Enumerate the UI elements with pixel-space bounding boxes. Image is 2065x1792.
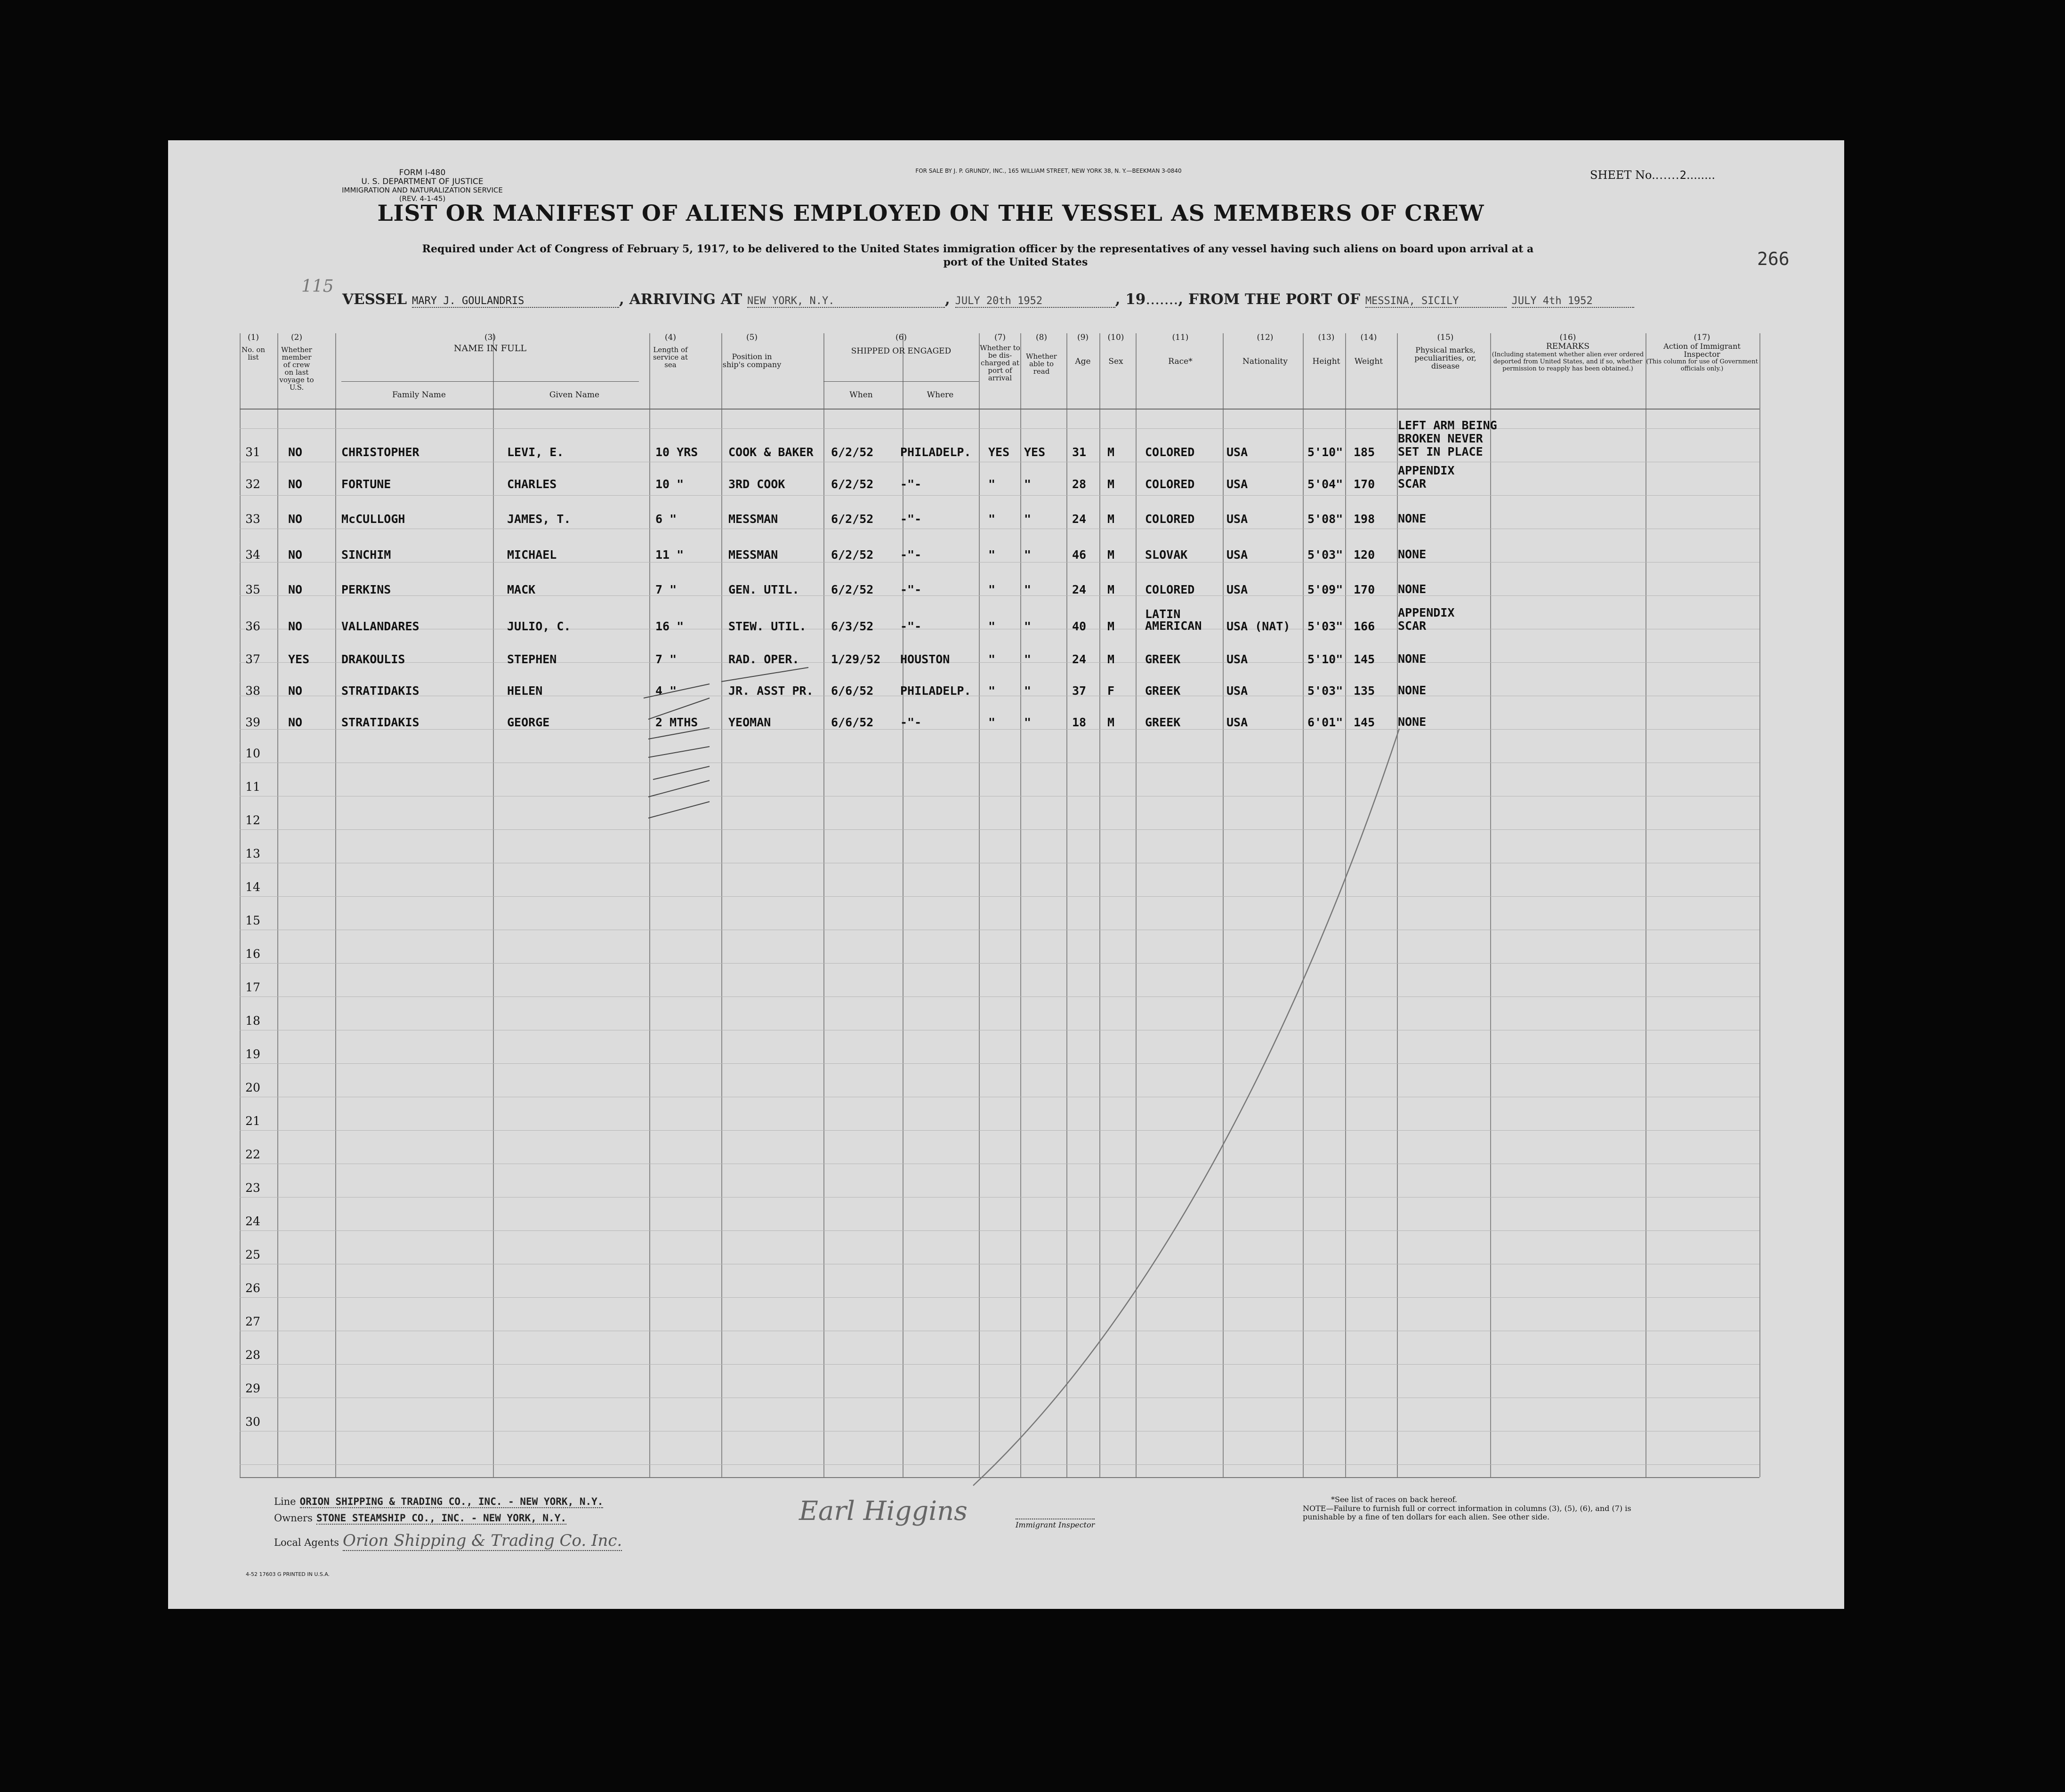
physical-marks: NONE <box>1398 652 1427 666</box>
family-name: SINCHIM <box>341 548 391 562</box>
col-7-label: Whether to be dis-charged at port of arrival <box>980 344 1020 382</box>
height: 5'04" <box>1307 477 1343 491</box>
height: 6'01" <box>1307 715 1343 729</box>
col-11-num: (11) <box>1172 333 1189 342</box>
position: RAD. OPER. <box>728 652 799 666</box>
physical-marks: NONE <box>1398 582 1427 596</box>
col-7-num: (7) <box>994 333 1006 342</box>
race: GREEK <box>1145 715 1181 729</box>
vessel-name: MARY J. GOULANDRIS <box>412 295 619 308</box>
row-number: 31 <box>245 445 260 459</box>
to-be-discharged: " <box>988 619 996 633</box>
col-8-num: (8) <box>1035 333 1048 342</box>
vessel-label: VESSEL <box>342 291 407 308</box>
sex: M <box>1107 652 1115 666</box>
row-number: 23 <box>245 1181 260 1195</box>
position: MESSMAN <box>728 548 778 562</box>
from-label: , FROM THE PORT OF <box>1178 291 1361 308</box>
age: 28 <box>1072 477 1087 491</box>
row-number: 19 <box>245 1047 260 1061</box>
length-of-service: 6 " <box>655 512 677 526</box>
family-name: VALLANDARES <box>341 619 419 633</box>
row-number: 14 <box>245 880 260 894</box>
agents-row <box>274 1531 886 1551</box>
physical-marks: NONE <box>1398 683 1427 697</box>
nationality: USA <box>1226 477 1248 491</box>
col-10-num: (10) <box>1107 333 1124 342</box>
row-number: 36 <box>245 619 260 633</box>
height: 5'03" <box>1307 619 1343 633</box>
able-to-read: " <box>1024 477 1032 491</box>
given-name: LEVI, E. <box>507 445 564 459</box>
length-of-service: 10 " <box>655 477 684 491</box>
to-be-discharged: " <box>988 583 996 596</box>
owners-label: Owners <box>274 1512 313 1524</box>
given-name-header: Given Name <box>549 390 600 400</box>
able-to-read: " <box>1024 548 1032 562</box>
physical-marks: NONE <box>1398 715 1427 729</box>
col-13-label: Height <box>1312 357 1340 366</box>
physical-marks: APPENDIX SCAR <box>1398 464 1455 490</box>
col-16-label: REMARKS <box>1546 342 1590 351</box>
col-12-label: Nationality <box>1242 357 1288 366</box>
agents-label: Local Agents <box>274 1537 339 1548</box>
row-number: 13 <box>245 847 260 860</box>
family-name: McCULLOGH <box>341 512 405 526</box>
row-number: 18 <box>245 1014 260 1028</box>
family-name: STRATIDAKIS <box>341 715 419 729</box>
row-number: 11 <box>245 780 260 794</box>
given-name: MACK <box>507 583 536 596</box>
col-15-num: (15) <box>1437 333 1454 342</box>
from-port: MESSINA, SICILY <box>1365 295 1507 308</box>
col-17-num: (17) <box>1694 333 1710 342</box>
length-of-service: 16 " <box>655 619 684 633</box>
nationality: USA <box>1226 684 1248 698</box>
arrival-date: JULY 20th 1952 <box>955 295 1115 308</box>
row-number: 27 <box>245 1315 260 1328</box>
shipped-when: 6/6/52 <box>831 684 874 698</box>
inspector-signature: Earl Higgins <box>799 1496 968 1527</box>
nationality: USA <box>1226 715 1248 729</box>
shipped-when: 6/2/52 <box>831 548 874 562</box>
sex: M <box>1107 548 1115 562</box>
to-be-discharged: " <box>988 652 996 666</box>
to-be-discharged: " <box>988 548 996 562</box>
height: 5'03" <box>1307 684 1343 698</box>
cancel-stroke <box>168 140 1844 1609</box>
shipped-when: 1/29/52 <box>831 652 881 666</box>
given-name: JAMES, T. <box>507 512 571 526</box>
shipped-where: PHILADELP. <box>900 684 971 698</box>
col-6-num: (6) <box>895 333 907 342</box>
sex: M <box>1107 445 1115 459</box>
length-of-service: 7 " <box>655 652 677 666</box>
to-be-discharged: " <box>988 684 996 698</box>
shipped-when: 6/2/52 <box>831 445 874 459</box>
age: 24 <box>1072 583 1087 596</box>
row-number: 28 <box>245 1348 260 1362</box>
row-number: 32 <box>245 477 260 491</box>
row-number: 12 <box>245 813 260 827</box>
weight: 185 <box>1354 445 1375 459</box>
weight: 145 <box>1354 652 1375 666</box>
race: COLORED <box>1145 477 1195 491</box>
col-4-label: Length of service at sea <box>653 346 688 369</box>
row-number: 37 <box>245 652 260 666</box>
to-be-discharged: " <box>988 512 996 526</box>
row-number: 21 <box>245 1114 260 1128</box>
col-5-label: Position in ship's company <box>722 352 782 369</box>
race: COLORED <box>1145 583 1195 596</box>
shipped-when: 6/2/52 <box>831 583 874 596</box>
col-1-label: No. on list <box>241 346 266 362</box>
col-9-num: (9) <box>1077 333 1089 342</box>
arriving-label: , ARRIVING AT <box>619 291 742 308</box>
given-name: JULIO, C. <box>507 619 571 633</box>
position: 3RD COOK <box>728 477 785 491</box>
col-13-num: (13) <box>1318 333 1335 342</box>
col-3-label: NAME IN FULL <box>453 343 527 354</box>
height: 5'09" <box>1307 583 1343 596</box>
whether-prev-voyage: NO <box>288 548 303 562</box>
printed-line: 4-52 17603 G PRINTED IN U.S.A. <box>246 1571 330 1577</box>
sheet-value: 2 <box>1679 169 1686 182</box>
row-number: 30 <box>245 1415 260 1429</box>
weight: 170 <box>1354 583 1375 596</box>
row-number: 24 <box>245 1214 260 1228</box>
col-12-num: (12) <box>1257 333 1274 342</box>
position: GEN. UTIL. <box>728 583 799 596</box>
position: STEW. UTIL. <box>728 619 807 633</box>
whether-prev-voyage: NO <box>288 512 303 526</box>
margin-mark: 115 <box>301 277 334 296</box>
length-of-service: 11 " <box>655 548 684 562</box>
age: 18 <box>1072 715 1087 729</box>
family-name: STRATIDAKIS <box>341 684 419 698</box>
family-name-header: Family Name <box>392 390 446 400</box>
weight: 166 <box>1354 619 1375 633</box>
age: 46 <box>1072 548 1087 562</box>
weight: 120 <box>1354 548 1375 562</box>
line-value: ORION SHIPPING & TRADING CO., INC. - NEW YORK, N.Y. <box>299 1496 604 1507</box>
line-row <box>274 1496 886 1508</box>
family-name: FORTUNE <box>341 477 391 491</box>
sex: M <box>1107 477 1115 491</box>
remarks-note: (Including statement whether alien ever ordered deported from United States, and if so, whether permission to reapply has been obtained.) <box>1492 351 1644 372</box>
given-name: HELEN <box>507 684 543 698</box>
able-to-read: " <box>1024 583 1032 596</box>
given-name: CHARLES <box>507 477 557 491</box>
vessel-line: VESSEL MARY J. GOULANDRIS , ARRIVING AT NEW YORK, N.Y. , JULY 20th 1952 , 19......., FROM THE PORT OF MESSINA, SICILY JULY 4th 1952 <box>342 291 1849 308</box>
whether-prev-voyage: NO <box>288 619 303 633</box>
row-number: 10 <box>245 747 260 760</box>
race: LATIN AMERICAN <box>1145 607 1202 633</box>
nationality: USA <box>1226 512 1248 526</box>
given-name: GEORGE <box>507 715 550 729</box>
col-17-label: Action of Immigrant Inspector <box>1663 342 1741 359</box>
col-14-label: Weight <box>1354 357 1383 366</box>
col-3-num: (3) <box>484 333 496 342</box>
where-header: Where <box>927 390 954 400</box>
printer-line: FOR SALE BY J. P. GRUNDY, INC., 165 WILLIAM STREET, NEW YORK 38, N. Y.—BEEKMAN 3-0840 <box>915 168 1182 174</box>
agents-value: Orion Shipping & Trading Co. Inc. <box>343 1531 622 1550</box>
nationality: USA <box>1226 652 1248 666</box>
fine-note: NOTE—Failure to furnish full or correct information in columns (3), (5), (6), and (7) is punishable by a fine of ten dollars for each alien. See other side. <box>1303 1504 1631 1521</box>
age: 37 <box>1072 684 1087 698</box>
length-of-service: 7 " <box>655 583 677 596</box>
sex: M <box>1107 512 1115 526</box>
nationality: USA <box>1226 548 1248 562</box>
arriving-port: NEW YORK, N.Y. <box>747 295 945 308</box>
race: SLOVAK <box>1145 548 1188 562</box>
shipped-when: 6/2/52 <box>831 477 874 491</box>
position: COOK & BAKER <box>728 445 814 459</box>
weight: 135 <box>1354 684 1375 698</box>
when-header: When <box>849 390 873 400</box>
given-name: STEPHEN <box>507 652 557 666</box>
col-9-label: Age <box>1075 357 1091 366</box>
position: MESSMAN <box>728 512 778 526</box>
family-name: DRAKOULIS <box>341 652 405 666</box>
row-number: 35 <box>245 583 260 596</box>
length-of-service: 4 " <box>655 684 677 698</box>
page-title: LIST OR MANIFEST OF ALIENS EMPLOYED ON THE VESSEL AS MEMBERS OF CREW <box>377 201 1484 226</box>
physical-marks: NONE <box>1398 547 1427 561</box>
nationality: USA <box>1226 583 1248 596</box>
shipped-where: HOUSTON <box>900 652 950 666</box>
whether-prev-voyage: NO <box>288 684 303 698</box>
length-of-service: 2 MTHS <box>655 715 698 729</box>
col-2-num: (2) <box>290 333 303 342</box>
physical-marks: NONE <box>1398 512 1427 525</box>
owners-row <box>274 1512 886 1525</box>
nationality: USA <box>1226 445 1248 459</box>
from-date: JULY 4th 1952 <box>1512 295 1634 308</box>
height: 5'10" <box>1307 445 1343 459</box>
shipped-where: -"- <box>900 583 922 596</box>
row-number: 33 <box>245 512 260 526</box>
col-8-label: Whether able to read <box>1026 352 1057 376</box>
shipped-where: -"- <box>900 477 922 491</box>
able-to-read: " <box>1024 512 1032 526</box>
whether-prev-voyage: NO <box>288 715 303 729</box>
length-of-service: 10 YRS <box>655 445 698 459</box>
given-name: MICHAEL <box>507 548 557 562</box>
height: 5'03" <box>1307 548 1343 562</box>
col-10-label: Sex <box>1108 357 1123 366</box>
to-be-discharged: YES <box>988 445 1010 459</box>
row-number: 15 <box>245 914 260 927</box>
shipped-when: 6/6/52 <box>831 715 874 729</box>
shipped-where: -"- <box>900 548 922 562</box>
col-2-label: Whether member of crew on last voyage to U.S. <box>279 346 314 392</box>
height: 5'10" <box>1307 652 1343 666</box>
shipped-when: 6/2/52 <box>831 512 874 526</box>
nationality: USA (NAT) <box>1226 619 1291 633</box>
family-name: CHRISTOPHER <box>341 445 419 459</box>
shipped-when: 6/3/52 <box>831 619 874 633</box>
row-number: 26 <box>245 1281 260 1295</box>
able-to-read: YES <box>1024 445 1046 459</box>
age: 24 <box>1072 652 1087 666</box>
line-label: Line <box>274 1496 296 1507</box>
col-15-label: Physical marks, peculiarities, or, disease <box>1414 346 1476 370</box>
col-4-num: (4) <box>664 333 677 342</box>
row-number: 39 <box>245 715 260 729</box>
age: 31 <box>1072 445 1087 459</box>
whether-prev-voyage: NO <box>288 477 303 491</box>
row-number: 22 <box>245 1148 260 1161</box>
race: COLORED <box>1145 512 1195 526</box>
col-11-label: Race* <box>1168 357 1193 366</box>
age: 40 <box>1072 619 1087 633</box>
form-number: FORM I-480 <box>399 168 446 177</box>
race: GREEK <box>1145 684 1181 698</box>
weight: 198 <box>1354 512 1375 526</box>
col-1-num: (1) <box>247 333 259 342</box>
physical-marks: LEFT ARM BEING BROKEN NEVER SET IN PLACE <box>1398 418 1497 458</box>
position: JR. ASST PR. <box>728 684 814 698</box>
race: GREEK <box>1145 652 1181 666</box>
row-number: 16 <box>245 947 260 961</box>
sex: M <box>1107 583 1115 596</box>
whether-prev-voyage: YES <box>288 652 310 666</box>
family-name: PERKINS <box>341 583 391 596</box>
row-number: 20 <box>245 1081 260 1094</box>
revision: (REV. 4-1-45) <box>399 194 446 203</box>
col-14-num: (14) <box>1360 333 1377 342</box>
whether-prev-voyage: NO <box>288 583 303 596</box>
row-number: 29 <box>245 1382 260 1395</box>
sex: M <box>1107 715 1115 729</box>
sex: F <box>1107 684 1115 698</box>
shipped-where: -"- <box>900 512 922 526</box>
col-6-label: SHIPPED OR ENGAGED <box>851 346 952 356</box>
shipped-where: PHILADELP. <box>900 445 971 459</box>
row-number: 38 <box>245 684 260 698</box>
sheet-label: SHEET No. <box>1590 169 1655 182</box>
to-be-discharged: " <box>988 477 996 491</box>
row-number: 17 <box>245 980 260 994</box>
weight: 145 <box>1354 715 1375 729</box>
col-5-num: (5) <box>746 333 758 342</box>
age: 24 <box>1072 512 1087 526</box>
able-to-read: " <box>1024 619 1032 633</box>
able-to-read: " <box>1024 684 1032 698</box>
subtitle-line-2: port of the United States <box>943 256 1088 268</box>
to-be-discharged: " <box>988 715 996 729</box>
row-number: 34 <box>245 548 260 562</box>
col-16-num: (16) <box>1559 333 1576 342</box>
inspector-note: (This column for use of Government officials only.) <box>1646 358 1758 372</box>
subtitle-line-1: Required under Act of Congress of February 5, 1917, to be delivered to the United States immigration officer by the representatives of any vessel having such aliens on board upon arrival at a <box>422 243 1534 255</box>
stamp-number: 266 <box>1757 249 1790 269</box>
sex: M <box>1107 619 1115 633</box>
inspector-label: Immigrant Inspector <box>1016 1519 1095 1529</box>
department: U. S. DEPARTMENT OF JUSTICE <box>361 177 484 186</box>
row-number: 25 <box>245 1248 260 1262</box>
able-to-read: " <box>1024 652 1032 666</box>
whether-prev-voyage: NO <box>288 445 303 459</box>
manifest-sheet <box>168 140 1844 1609</box>
year-label: , 19 <box>1115 291 1146 308</box>
races-note: *See list of races on back hereof. <box>1331 1495 1458 1504</box>
service-name: IMMIGRATION AND NATURALIZATION SERVICE <box>342 186 503 194</box>
position: YEOMAN <box>728 715 771 729</box>
sheet-number: SHEET No.......2........ <box>1590 169 1715 182</box>
shipped-where: -"- <box>900 619 922 633</box>
race: COLORED <box>1145 445 1195 459</box>
physical-marks: APPENDIX SCAR <box>1398 606 1455 633</box>
weight: 170 <box>1354 477 1375 491</box>
owners-value: STONE STEAMSHIP CO., INC. - NEW YORK, N.Y. <box>316 1512 566 1524</box>
shipped-where: -"- <box>900 715 922 729</box>
able-to-read: " <box>1024 715 1032 729</box>
height: 5'08" <box>1307 512 1343 526</box>
